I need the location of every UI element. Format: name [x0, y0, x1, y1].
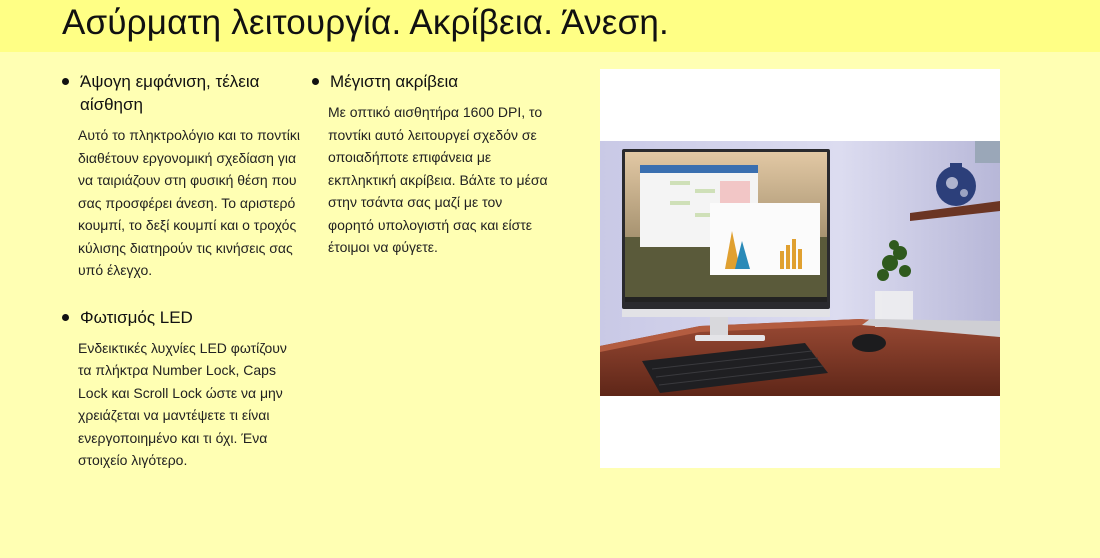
mouse [852, 334, 886, 352]
features-column-left [60, 70, 300, 496]
feature-title: Άψογη εμφάνιση, τέλεια αίσθηση [80, 72, 260, 114]
product-photo [600, 141, 1000, 396]
monitor-stand [695, 335, 765, 341]
page-title: Ασύρματη λειτουργία. Ακρίβεια. Άνεση. [62, 3, 669, 42]
bullet-icon [312, 78, 319, 85]
feature-description: Με οπτικό αισθητήρα 1600 DPI, το ποντίκι αυτό λειτουργεί σχεδόν σε οποιαδήποτε επιφάνεια με εκπληκτική ακρίβεια. Βάλτε το μέσα στην τσάντα σας μαζί με τον φορητό υπολογιστή σας και είστε έτοιμοι να φύγετε. [328, 104, 548, 255]
features-column-right [310, 70, 550, 283]
feature-title: Μέγιστη ακρίβεια [330, 72, 459, 91]
feature-heading [60, 70, 300, 116]
feature-heading [60, 306, 300, 329]
feature-title: Φωτισμός LED [80, 307, 193, 327]
bullet-icon [62, 78, 69, 85]
feature-precision [310, 70, 550, 259]
title-banner [0, 0, 1100, 52]
feature-description: Αυτό το πληκτρολόγιο και το ποντίκι διαθέτουν εργονομική σχεδίαση για να ταιριάζουν στη φυσική θέση που σας προσφέρει άνεση. Το αριστερό κουμπί, το δεξί κουμπί και ο τροχός κύλισης διατηρούν τις κινήσεις σας υπό έλεγχο. [78, 127, 300, 278]
feature-led [60, 306, 300, 472]
feature-description: Ενδεικτικές λυχνίες LED φωτίζουν τα πλήκτρα Number Lock, Caps Lock και Scroll Lock ώστε να μην χρειάζεται να μαντέψετε τι είναι ενεργοποιημένο και τι όχι. Ένα στοιχείο λιγότερο. [78, 339, 287, 468]
bullet-icon [62, 314, 69, 321]
product-image-frame [600, 69, 1000, 468]
feature-heading [310, 70, 550, 93]
feature-design [60, 70, 300, 282]
